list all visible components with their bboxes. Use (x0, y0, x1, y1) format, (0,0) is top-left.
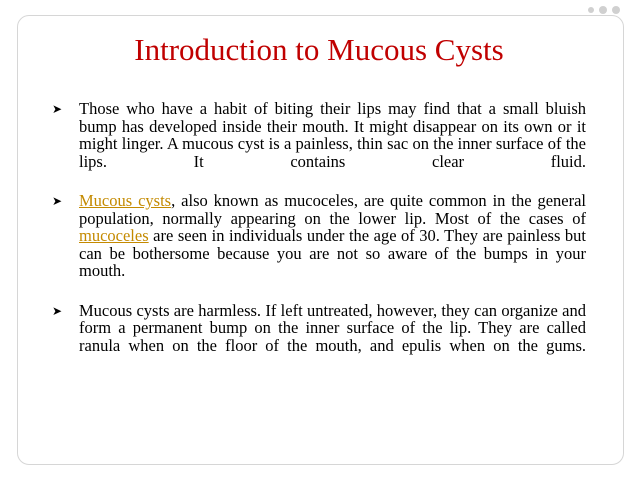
slide-title: Introduction to Mucous Cysts (134, 32, 504, 67)
bullet-text: Those who have a habit of biting their lips may find that a small bluish bump has developed inside their mouth. It might disappear on its own or it might linger. A mucous cyst is a painless, thin sac on the inner surface of the lips. It contains clear fluid. (79, 99, 586, 171)
mucoceles-link[interactable]: mucoceles (79, 226, 149, 245)
bullet-item (52, 100, 586, 170)
arrow-right-icon: ➤ (52, 303, 63, 318)
decor-dot (599, 6, 607, 14)
decor-dot (612, 6, 620, 14)
bullet-item (52, 192, 586, 280)
bullet-item (52, 302, 586, 355)
bullet-list (52, 100, 586, 376)
arrow-right-icon: ➤ (52, 194, 63, 208)
arrow-right-icon: ➤ (52, 102, 63, 116)
mucous-cysts-link[interactable]: Mucous cysts (79, 191, 172, 210)
corner-decoration (588, 6, 620, 14)
bullet-text: are seen in individuals under the age of 30. They are painless but can be bothersome because you are not so aware of the bumps in your mouth. (79, 226, 586, 280)
bullet-text: Mucous cysts are harmless. If left untreated, however, they can organize and form a permanent bump on the inner surface of the lip. They are called ranula when on the floor of the mouth, and epulis when on the gums. (79, 300, 586, 355)
decor-dot (588, 7, 594, 13)
bullet-text: , also known as mucoceles, are quite common in the general population, normally appearing on the lower lip. Most of the cases of (79, 191, 586, 228)
